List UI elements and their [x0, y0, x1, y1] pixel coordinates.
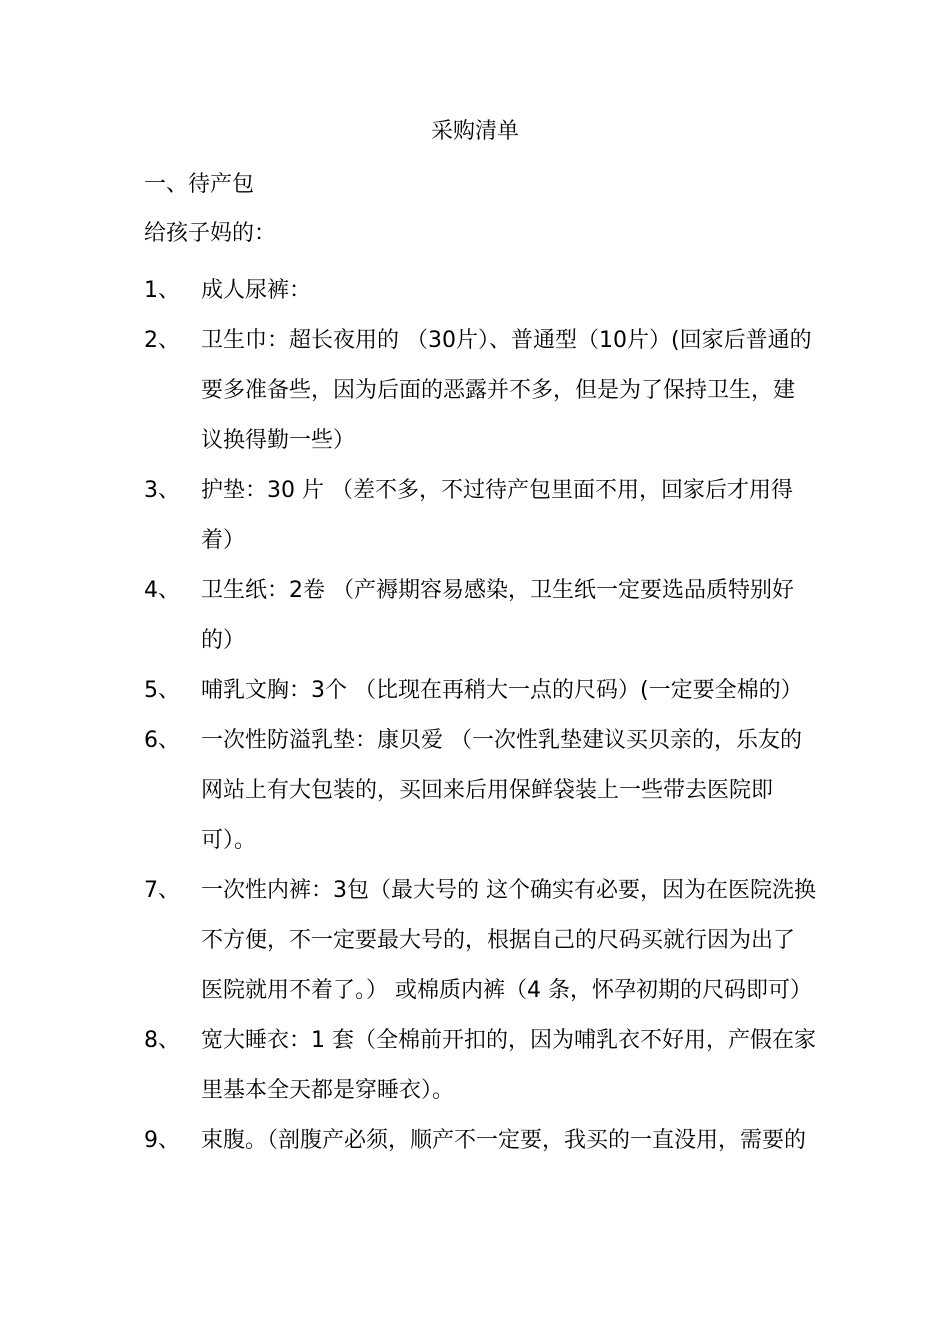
- list-item: [144, 266, 824, 316]
- item-number: 9、: [144, 1128, 180, 1153]
- item-text: 哺乳文胸：3个 （比现在再稍大一点的尺码）(一定要全棉的）: [201, 678, 803, 703]
- item-number: 1、: [144, 278, 180, 303]
- item-text: 成人尿裤：: [201, 278, 312, 303]
- document-title: 采购清单: [430, 119, 519, 144]
- item-text: 宽大睡衣：1 套（全棉前开扣的，因为哺乳衣不好用，产假在家里基本全天都是穿睡衣）。: [201, 1028, 816, 1103]
- item-number: 6、: [144, 728, 180, 753]
- list-item: [144, 466, 824, 566]
- item-text: 护垫：30 片 （差不多，不过待产包里面不用，回家后才用得着）: [201, 478, 793, 553]
- list-item: [144, 316, 824, 466]
- item-text: 卫生纸：2卷 （产褥期容易感染，卫生纸一定要选品质特别好的）: [201, 578, 794, 653]
- item-number: 7、: [144, 878, 180, 903]
- subheading: 给孩子妈的：: [144, 221, 277, 246]
- list-item: [144, 1116, 824, 1166]
- item-number: 8、: [144, 1028, 180, 1053]
- item-number: 2、: [144, 328, 180, 353]
- list-item: [144, 866, 824, 1016]
- item-text: 卫生巾：超长夜用的 （30片）、普通型（10片）(回家后普通的要多准备些，因为后面的恶露并不多，但是为了保持卫生，建议换得勤一些）: [201, 328, 812, 453]
- list-item: [144, 566, 824, 666]
- list-item: [144, 1016, 824, 1116]
- list-item: [144, 716, 824, 866]
- item-text: 一次性防溢乳垫：康贝爱 （一次性乳垫建议买贝亲的，乐友的网站上有大包装的，买回来后用保鲜袋装上一些带去医院即可）。: [201, 728, 802, 853]
- list-item: [144, 666, 824, 716]
- item-text: 一次性内裤：3包（最大号的 这个确实有必要，因为在医院洗换不方便，不一定要最大号的，根据自己的尺码买就行因为出了医院就用不着了。） 或棉质内裤（4 条，怀孕初期的尺码即可）: [201, 878, 816, 1003]
- item-number: 5、: [144, 678, 180, 703]
- section-heading: 一、待产包: [144, 172, 255, 197]
- item-number: 4、: [144, 578, 180, 603]
- item-number: 3、: [144, 478, 180, 503]
- item-text: 束腹。（剖腹产必须，顺产不一定要，我买的一直没用，需要的: [201, 1128, 807, 1153]
- shopping-list: [144, 266, 824, 1166]
